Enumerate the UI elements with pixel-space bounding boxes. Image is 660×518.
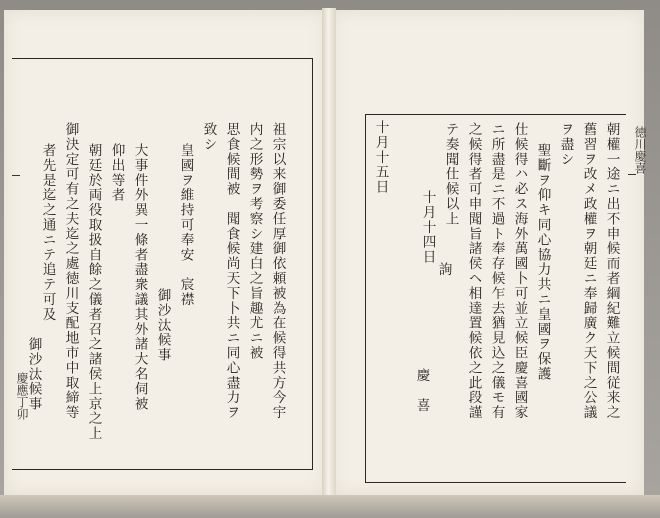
left-column-9: 朝廷於両役取扱自餘之儀者召之諸侯上京之上 xyxy=(85,143,102,441)
left-column-4: 致シ xyxy=(200,122,217,152)
right-column-6: ニ所盡是ニ不過ト奉存候乍去猶見込之儀モ有 xyxy=(488,122,505,420)
left-column-11: 者先是迄之通ニテ追テ可及 xyxy=(39,143,56,322)
left-column-12: 御沙汰候事 xyxy=(25,337,42,412)
left-column-5: 皇國ヲ維持可奉安 宸襟 xyxy=(177,143,194,307)
left-margin-note: 慶應丁卯 xyxy=(15,372,29,420)
right-column-7: 之候得者可申聞旨諸侯ヘ相達置候依之此段謹 xyxy=(465,122,482,420)
right-date-15: 十月十五日 xyxy=(372,120,389,195)
right-fold-mark xyxy=(628,174,636,175)
right-column-3: ヲ盡シ xyxy=(557,122,574,167)
left-fold-mark xyxy=(12,175,20,176)
right-signatory-name: 慶 喜 xyxy=(413,368,430,413)
right-column-8: テ奏聞仕候以上 xyxy=(442,122,459,227)
left-column-1: 祖宗以来御委任厚御依頼被為在候得共方今宇 xyxy=(269,122,286,420)
left-column-10: 御決定可有之夫迄之處徳川支配地市中取締等 xyxy=(62,122,79,420)
right-column-4: 聖斷ヲ仰キ同心協力共ニ皇國ヲ保護 xyxy=(534,143,551,382)
right-column-2: 舊習ヲ改メ政權ヲ朝廷ニ奉歸廣ク天下之公議 xyxy=(580,122,597,420)
book-bottom-edge xyxy=(0,495,660,518)
right-column-5: 仕候得ハ必ス海外萬國卜可並立候臣慶喜國家 xyxy=(511,122,528,420)
right-signature-mark: 詢 xyxy=(435,262,452,277)
right-date-14: 十月十四日 xyxy=(419,190,436,265)
left-column-6: 御沙汰候事 xyxy=(154,288,171,363)
left-column-3: 思食候間被 聞食候尚天下卜共ニ同心盡力ヲ xyxy=(223,122,240,420)
left-page-frame xyxy=(12,58,313,470)
left-column-8: 仰出等者 xyxy=(108,143,125,203)
left-column-2: 内之形勢ヲ考察シ建白之旨趣尤ニ被 xyxy=(246,122,263,361)
left-column-7: 大事件外異一條者盡衆議其外諸大名伺被 xyxy=(131,143,148,412)
right-column-1: 朝權一途ニ出不申候而者綱紀難立候間従来之 xyxy=(603,122,620,420)
book-gutter xyxy=(322,8,336,500)
right-margin-note: 徳川慶喜 xyxy=(633,126,647,174)
